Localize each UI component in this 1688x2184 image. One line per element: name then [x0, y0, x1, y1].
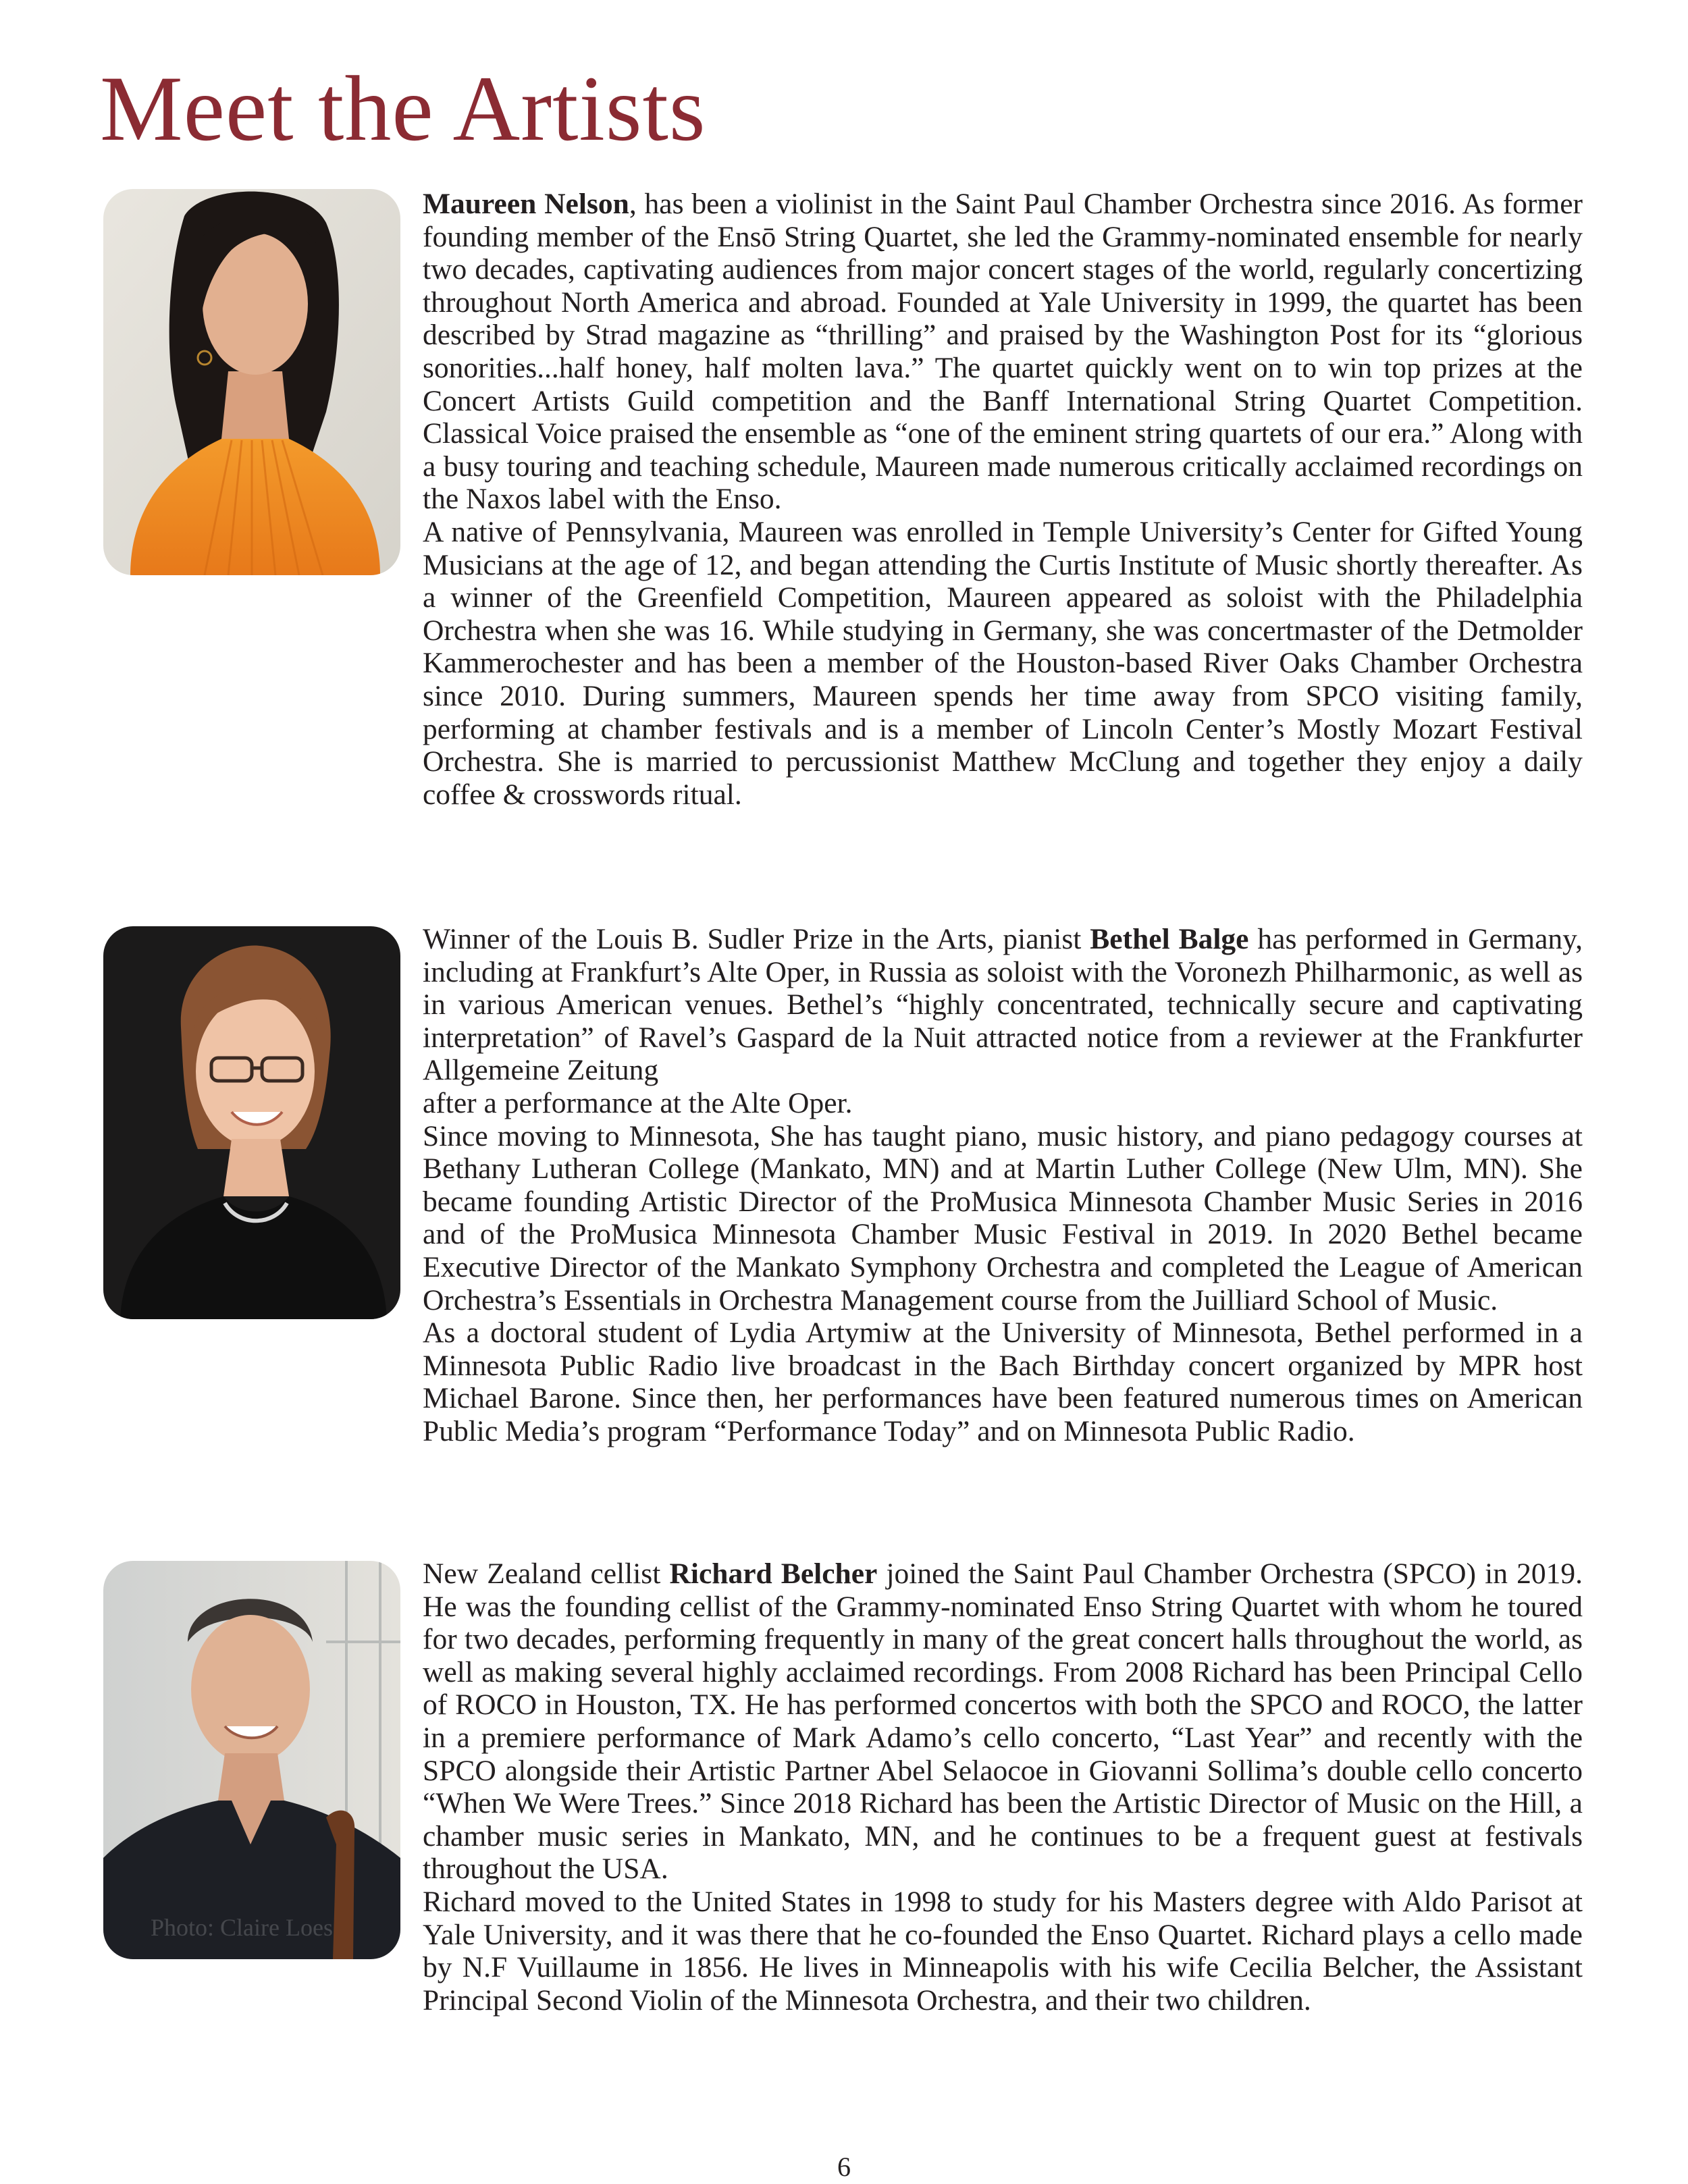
- bio-paragraph: Since moving to Minnesota, She has taught piano, music history, and piano pedagogy courses at Bethany Lutheran College (Mankato, MN) and at Martin Luther College (New Ulm, MN). She became founding Artistic Director of the ProMusica Minnesota Chamber Music Series in 2016 and of the ProMusica Minnesota Chamber Music Festival in 2019. In 2020 Bethel became Executive Director of the Mankato Symphony Orchestra and completed the League of American Orchestra’s Essentials in Orchestra Management course from the Juilliard School of Music.: [423, 1119, 1583, 1316]
- bio-paragraph: [423, 188, 1583, 516]
- bio-text: has performed in Germany, including at Frankfurt’s Alte Oper, in Russia as soloist with the Voronezh Philharmonic, as well as in various American venues. Bethel’s “highly concentrated, technically secure and captivating interpretation” of Ravel’s Gaspard de la Nuit attracted notice from a reviewer at the Frankfurter Allgemeine Zeitung: [423, 923, 1583, 1087]
- bio-paragraph: [423, 923, 1583, 1087]
- portrait-image: [103, 189, 400, 575]
- photo-credit: Photo: Claire Loes: [151, 1914, 333, 1941]
- bio-text: Winner of the Louis B. Sudler Prize in the Arts, pianist: [423, 923, 1090, 955]
- bio-paragraph: after a performance at the Alte Oper.: [423, 1086, 853, 1119]
- portrait-bethel-balge: [103, 926, 400, 1319]
- portrait-image: [103, 1561, 400, 1959]
- page-title: Meet the Artists: [100, 57, 706, 160]
- artist-name: Bethel Balge: [1090, 923, 1249, 955]
- bio-paragraph: A native of Pennsylvania, Maureen was enrolled in Temple University’s Center for Gifted Young Musicians at the age of 12, and began attending the Curtis Institute of Music shortly thereafter. As a winner of the Greenfield Competition, Maureen appeared as soloist with the Philadelphia Orchestra when she was 16. While studying in Germany, she was concertmaster of the Detmolder Kammerochester and has been a member of the Houston-based River Oaks Chamber Orchestra since 2010. During summers, Maureen spends her time away from SPCO visiting family, performing at chamber festivals and is a member of Lincoln Center’s Mostly Mozart Festival Orchestra. She is married to percussionist Matthew McClung and together they enjoy a daily coffee & crosswords ritual.: [423, 515, 1583, 811]
- page-number: 6: [837, 2152, 851, 2182]
- portrait-maureen-nelson: [103, 189, 400, 575]
- bio-maureen-nelson: [423, 188, 1583, 811]
- portrait-richard-belcher: [103, 1561, 400, 1959]
- bio-richard-belcher: [423, 1557, 1583, 2017]
- bio-bethel-balge: [423, 923, 1583, 1448]
- portrait-image: [103, 926, 400, 1319]
- artist-name: Richard Belcher: [669, 1557, 878, 1590]
- bio-text: , has been a violinist in the Saint Paul Chamber Orchestra since 2016. As former founding member of the Ensō String Quartet, she led the Grammy-nominated ensemble for nearly two decades, captivating audiences from major concert stages of the world, regularly concertizing throughout North America and abroad. Founded at Yale University in 1999, the quartet has been described by Strad magazine as “thrilling” and praised by the Washington Post for its “glorious sonorities...half honey, half molten lava.” The quartet quickly went on to win top prizes at the Concert Artists Guild competition and the Banff International String Quartet Competition. Classical Voice praised the ensemble as “one of the eminent string quartets of our era.” Along with a busy touring and teaching schedule, Maureen made numerous critically acclaimed recordings on the Naxos label with the Enso.: [423, 188, 1583, 516]
- bio-text: joined the Saint Paul Chamber Orchestra (SPCO) in 2019. He was the founding cellist of the Grammy-nominated Enso String Quartet with whom he toured for two decades, performing frequently in many of the great concert halls throughout the world, as well as making several highly acclaimed recordings. From 2008 Richard has been Principal Cello of ROCO in Houston, TX. He has performed concertos with both the SPCO and ROCO, the latter in a premiere performance of Mark Adamo’s cello concerto, “Last Year” and recently with the SPCO alongside their Artistic Partner Abel Selaocoe in Giovanni Sollima’s double cello concerto “When We Were Trees.” Since 2018 Richard has been the Artistic Director of Music on the Hill, a chamber music series in Mankato, MN, and he continues to be a frequent guest at festivals throughout the USA.: [423, 1557, 1583, 1886]
- bio-paragraph: Richard moved to the United States in 1998 to study for his Masters degree with Aldo Parisot at Yale University, and it was there that he co-founded the Enso Quartet. Richard plays a cello made by N.F Vuillaume in 1856. He lives in Minneapolis with his wife Cecilia Belcher, the Assistant Principal Second Violin of the Minnesota Orchestra, and their two children.: [423, 1885, 1583, 2017]
- bio-paragraph: As a doctoral student of Lydia Artymiw at the University of Minnesota, Bethel performed in a Minnesota Public Radio live broadcast in the Bach Birthday concert organized by MPR host Michael Barone. Since then, her performances have been featured numerous times on American Public Media’s program “Performance Today” and on Minnesota Public Radio.: [423, 1316, 1583, 1447]
- bio-paragraph: [423, 1557, 1583, 1886]
- bio-text: New Zealand cellist: [423, 1557, 670, 1590]
- artist-name: Maureen Nelson: [423, 188, 629, 220]
